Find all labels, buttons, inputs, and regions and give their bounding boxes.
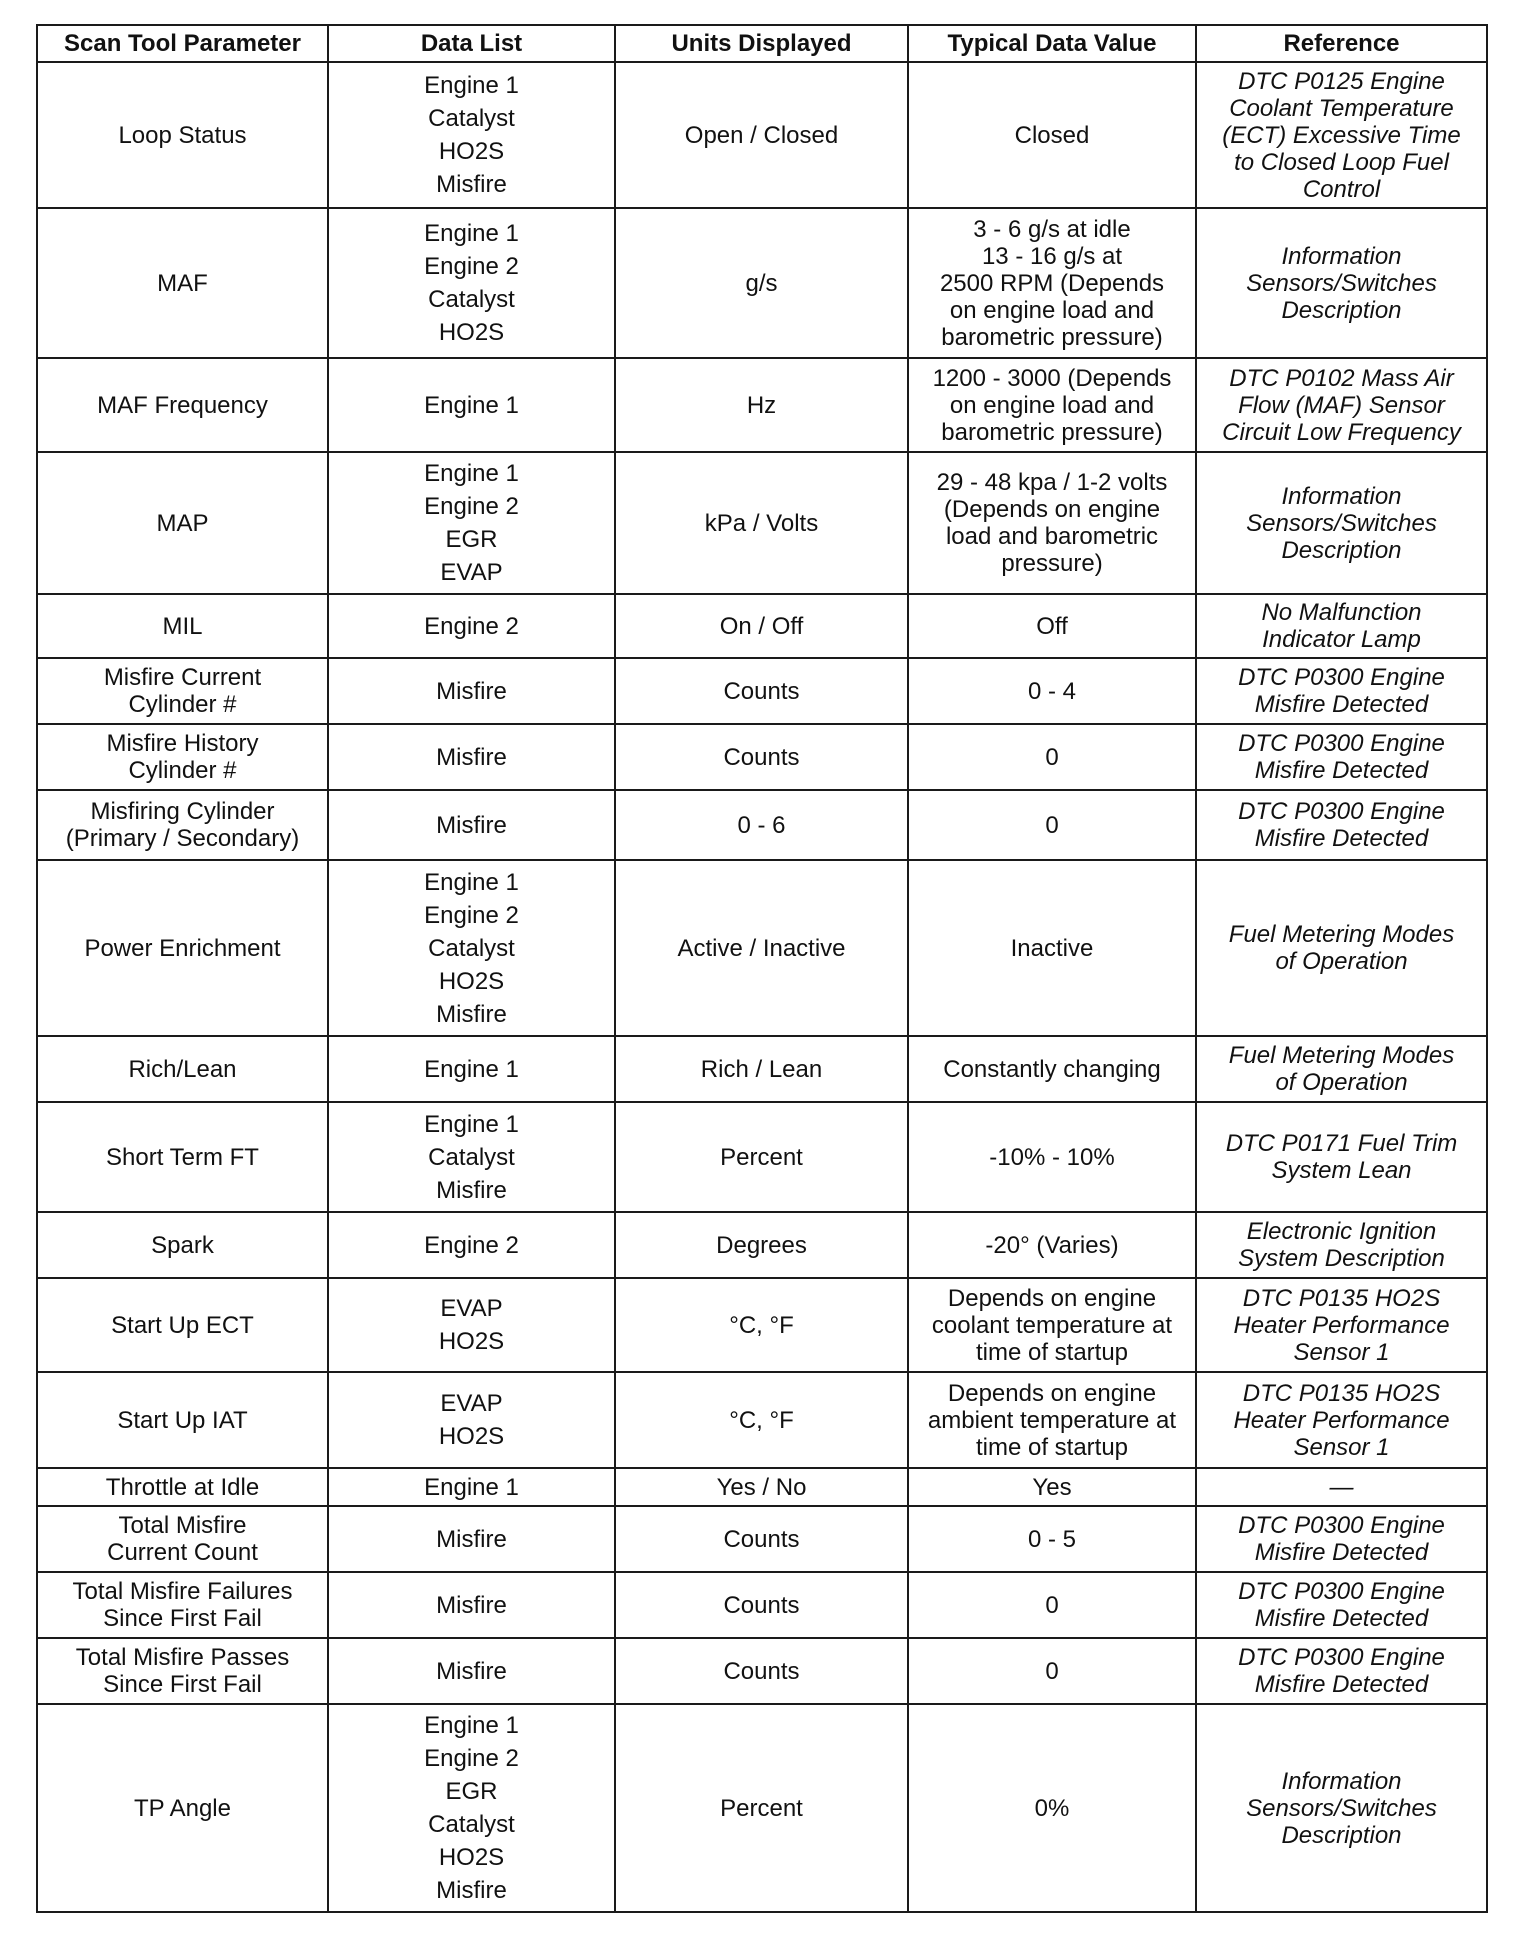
units-cell bbox=[615, 790, 908, 860]
units-cell bbox=[615, 1704, 908, 1912]
units-cell bbox=[615, 1468, 908, 1506]
data-list-cell-line: EVAP bbox=[440, 1390, 503, 1417]
data-list-cell-line: Misfire bbox=[436, 1591, 507, 1619]
typical-value-cell bbox=[908, 1036, 1196, 1102]
data-list-cell-line: EGR bbox=[445, 1778, 498, 1805]
units-cell bbox=[615, 1212, 908, 1278]
table-row bbox=[37, 594, 1487, 658]
typical-value-cell bbox=[908, 1704, 1196, 1912]
reference-cell bbox=[1196, 1468, 1487, 1506]
reference-cell bbox=[1196, 1372, 1487, 1468]
units-cell-line: °C, °F bbox=[729, 1406, 794, 1434]
typical-value-cell-line: barometric pressure) bbox=[941, 323, 1163, 351]
reference-cell-line: Flow (MAF) Sensor bbox=[1238, 391, 1445, 419]
data-list-cell-line: Engine 2 bbox=[424, 253, 519, 280]
typical-value-cell bbox=[908, 1638, 1196, 1704]
units-cell bbox=[615, 1638, 908, 1704]
typical-value-cell-line: Off bbox=[1036, 612, 1068, 640]
table-row bbox=[37, 1102, 1487, 1212]
parameter-cell bbox=[37, 1506, 328, 1572]
reference-cell-line: Fuel Metering Modes bbox=[1228, 921, 1455, 948]
data-list-cell bbox=[328, 1102, 615, 1212]
parameter-cell-line: Short Term FT bbox=[106, 1143, 259, 1171]
parameter-cell-line: Throttle at Idle bbox=[105, 1473, 260, 1501]
data-list-cell-line: Misfire bbox=[436, 677, 507, 705]
typical-value-cell-line: Yes bbox=[1032, 1473, 1072, 1501]
reference-cell-line: Indicator Lamp bbox=[1262, 626, 1421, 653]
data-list-cell bbox=[328, 1572, 615, 1638]
reference-cell-line: — bbox=[1329, 1473, 1354, 1501]
parameter-cell bbox=[37, 724, 328, 790]
table-row bbox=[37, 724, 1487, 790]
data-list-cell-line: HO2S bbox=[438, 1423, 505, 1450]
data-list-cell bbox=[328, 208, 615, 358]
typical-value-cell-line: time of startup bbox=[975, 1338, 1129, 1366]
reference-cell bbox=[1196, 860, 1487, 1036]
reference-cell bbox=[1196, 1278, 1487, 1372]
parameter-cell-line: (Primary / Secondary) bbox=[65, 825, 300, 852]
typical-value-cell bbox=[908, 358, 1196, 452]
units-cell-line: kPa / Volts bbox=[704, 509, 819, 537]
reference-cell-line: Misfire Detected bbox=[1254, 1539, 1429, 1566]
reference-cell-line: to Closed Loop Fuel bbox=[1234, 148, 1449, 176]
parameter-cell bbox=[37, 358, 328, 452]
parameter-cell-line: MIL bbox=[162, 612, 203, 640]
data-list-cell bbox=[328, 1506, 615, 1572]
reference-cell bbox=[1196, 1704, 1487, 1912]
data-list-cell-line: Misfire bbox=[436, 1525, 507, 1553]
units-cell-line: Counts bbox=[723, 1657, 800, 1685]
typical-value-cell-line: 0 - 5 bbox=[1027, 1525, 1077, 1553]
table-row bbox=[37, 1704, 1487, 1912]
data-list-cell bbox=[328, 860, 615, 1036]
parameter-cell bbox=[37, 1704, 328, 1912]
reference-cell-line: DTC P0135 HO2S bbox=[1242, 1284, 1441, 1312]
typical-value-cell bbox=[908, 658, 1196, 724]
units-cell bbox=[615, 1572, 908, 1638]
data-list-cell-line: Catalyst bbox=[428, 286, 515, 313]
data-list-cell-line: Engine 2 bbox=[424, 1231, 519, 1259]
parameter-cell-line: Power Enrichment bbox=[84, 934, 281, 962]
reference-cell-line: DTC P0300 Engine bbox=[1238, 730, 1445, 757]
data-list-cell bbox=[328, 62, 615, 208]
data-list-cell-line: Catalyst bbox=[428, 1143, 515, 1171]
parameter-cell bbox=[37, 62, 328, 208]
data-list-cell bbox=[328, 1278, 615, 1372]
data-list-cell bbox=[328, 1036, 615, 1102]
typical-value-cell bbox=[908, 1506, 1196, 1572]
typical-value-cell bbox=[908, 1572, 1196, 1638]
table-body bbox=[37, 62, 1487, 1912]
units-cell bbox=[615, 1278, 908, 1372]
reference-cell-line: Information bbox=[1281, 242, 1402, 270]
typical-value-cell-line: 0 bbox=[1045, 811, 1059, 839]
reference-cell bbox=[1196, 1638, 1487, 1704]
table-row bbox=[37, 1278, 1487, 1372]
table-row bbox=[37, 1468, 1487, 1506]
data-list-cell-line: Misfire bbox=[436, 171, 507, 198]
parameter-cell-line: Since First Fail bbox=[103, 1671, 262, 1698]
typical-value-cell-line: 29 - 48 kpa / 1-2 volts bbox=[936, 469, 1168, 496]
parameter-cell-line: MAP bbox=[156, 509, 209, 537]
parameter-cell-line: Current Count bbox=[107, 1539, 258, 1566]
reference-cell-line: DTC P0300 Engine bbox=[1238, 1512, 1445, 1539]
table-row bbox=[37, 358, 1487, 452]
typical-value-cell-line: time of startup bbox=[975, 1433, 1129, 1461]
parameter-cell-line: Cylinder # bbox=[128, 757, 237, 784]
typical-value-cell-line: 1200 - 3000 (Depends bbox=[932, 364, 1172, 392]
table-row bbox=[37, 1212, 1487, 1278]
data-list-cell-line: HO2S bbox=[438, 1328, 505, 1355]
reference-cell-line: Control bbox=[1302, 175, 1381, 203]
units-cell bbox=[615, 208, 908, 358]
parameter-cell-line: MAF bbox=[157, 269, 208, 297]
parameter-cell bbox=[37, 1468, 328, 1506]
reference-cell bbox=[1196, 62, 1487, 208]
data-list-cell-line: HO2S bbox=[438, 1844, 505, 1871]
data-list-cell bbox=[328, 1212, 615, 1278]
data-list-cell-line: Engine 1 bbox=[424, 1473, 519, 1501]
typical-value-cell bbox=[908, 452, 1196, 594]
parameter-cell bbox=[37, 658, 328, 724]
table-row bbox=[37, 1036, 1487, 1102]
reference-cell-line: DTC P0171 Fuel Trim bbox=[1225, 1130, 1458, 1157]
reference-cell-line: DTC P0135 HO2S bbox=[1242, 1379, 1441, 1407]
data-list-cell-line: Engine 1 bbox=[424, 868, 519, 896]
header-scan-tool-parameter: Scan Tool Parameter bbox=[37, 25, 328, 62]
units-cell-line: Hz bbox=[746, 391, 777, 419]
header-units-displayed: Units Displayed bbox=[615, 25, 908, 62]
typical-value-cell-line: ambient temperature at bbox=[927, 1406, 1177, 1434]
typical-value-cell bbox=[908, 1278, 1196, 1372]
reference-cell-line: DTC P0300 Engine bbox=[1238, 1578, 1445, 1605]
typical-value-cell bbox=[908, 62, 1196, 208]
table-row bbox=[37, 1372, 1487, 1468]
reference-cell-line: Misfire Detected bbox=[1254, 1671, 1429, 1698]
parameter-cell-line: Misfire History bbox=[106, 730, 259, 757]
parameter-cell bbox=[37, 860, 328, 1036]
data-list-cell-line: Engine 1 bbox=[424, 72, 519, 99]
parameter-cell-line: Loop Status bbox=[118, 121, 247, 149]
units-cell-line: °C, °F bbox=[729, 1311, 794, 1339]
parameter-cell bbox=[37, 452, 328, 594]
typical-value-cell-line: -10% - 10% bbox=[989, 1143, 1115, 1171]
reference-cell bbox=[1196, 1572, 1487, 1638]
data-list-cell bbox=[328, 790, 615, 860]
data-list-cell bbox=[328, 358, 615, 452]
data-list-cell-line: Engine 1 bbox=[424, 220, 519, 247]
data-list-cell-line: Engine 1 bbox=[424, 1712, 519, 1739]
reference-cell bbox=[1196, 1212, 1487, 1278]
units-cell-line: Percent bbox=[720, 1143, 803, 1171]
parameter-cell bbox=[37, 208, 328, 358]
data-list-cell-line: Engine 2 bbox=[424, 1745, 519, 1772]
units-cell bbox=[615, 724, 908, 790]
units-cell-line: Counts bbox=[723, 677, 800, 705]
units-cell bbox=[615, 358, 908, 452]
reference-cell bbox=[1196, 1036, 1487, 1102]
units-cell bbox=[615, 594, 908, 658]
units-cell bbox=[615, 62, 908, 208]
typical-value-cell-line: load and barometric bbox=[945, 523, 1159, 550]
typical-value-cell bbox=[908, 1372, 1196, 1468]
units-cell-line: 0 - 6 bbox=[737, 811, 786, 839]
reference-cell-line: Heater Performance bbox=[1233, 1311, 1450, 1339]
scan-tool-data-table bbox=[36, 24, 1488, 1913]
data-list-cell bbox=[328, 452, 615, 594]
parameter-cell-line: Misfire Current bbox=[103, 664, 262, 691]
typical-value-cell-line: -20° (Varies) bbox=[985, 1231, 1119, 1259]
data-list-cell-line: Engine 2 bbox=[424, 493, 519, 520]
data-list-cell-line: Misfire bbox=[436, 743, 507, 771]
units-cell bbox=[615, 1372, 908, 1468]
typical-value-cell-line: Depends on engine bbox=[947, 1379, 1157, 1407]
units-cell bbox=[615, 1036, 908, 1102]
data-list-cell-line: Engine 2 bbox=[424, 612, 519, 640]
data-list-cell-line: HO2S bbox=[438, 319, 505, 346]
parameter-cell-line: Rich/Lean bbox=[128, 1055, 237, 1083]
reference-cell-line: Misfire Detected bbox=[1254, 825, 1429, 852]
data-list-cell-line: Misfire bbox=[436, 1877, 507, 1904]
typical-value-cell-line: coolant temperature at bbox=[931, 1311, 1173, 1339]
typical-value-cell-line: Inactive bbox=[1010, 934, 1094, 962]
reference-cell-line: System Description bbox=[1238, 1245, 1445, 1272]
typical-value-cell-line: (Depends on engine bbox=[943, 496, 1161, 523]
data-list-cell-line: Misfire bbox=[436, 1000, 507, 1028]
reference-cell-line: Electronic Ignition bbox=[1246, 1218, 1437, 1245]
reference-cell-line: Description bbox=[1281, 536, 1402, 564]
data-list-cell-line: Catalyst bbox=[428, 105, 515, 132]
reference-cell-line: of Operation bbox=[1275, 1069, 1408, 1096]
parameter-cell-line: Start Up IAT bbox=[117, 1406, 248, 1434]
typical-value-cell-line: pressure) bbox=[1001, 550, 1103, 577]
reference-cell bbox=[1196, 452, 1487, 594]
typical-value-cell bbox=[908, 860, 1196, 1036]
data-list-cell-line: Engine 2 bbox=[424, 901, 519, 929]
data-list-cell-line: Engine 1 bbox=[424, 1055, 519, 1083]
table-row bbox=[37, 452, 1487, 594]
reference-cell-line: Sensor 1 bbox=[1293, 1338, 1390, 1366]
reference-cell-line: Sensors/Switches bbox=[1246, 1794, 1437, 1822]
typical-value-cell-line: 0 bbox=[1045, 1657, 1059, 1685]
parameter-cell-line: MAF Frequency bbox=[97, 391, 268, 419]
typical-value-cell-line: 0 - 4 bbox=[1027, 677, 1077, 705]
data-list-cell bbox=[328, 658, 615, 724]
data-list-cell-line: Engine 1 bbox=[424, 391, 519, 419]
units-cell-line: On / Off bbox=[719, 612, 804, 640]
units-cell bbox=[615, 452, 908, 594]
typical-value-cell-line: 2500 RPM (Depends bbox=[939, 269, 1165, 297]
typical-value-cell-line: Depends on engine bbox=[947, 1284, 1157, 1312]
table-row bbox=[37, 62, 1487, 208]
reference-cell-line: DTC P0125 Engine bbox=[1238, 67, 1445, 95]
reference-cell-line: Coolant Temperature bbox=[1229, 94, 1454, 122]
data-list-cell-line: Engine 1 bbox=[424, 460, 519, 487]
reference-cell-line: Information bbox=[1281, 1767, 1402, 1795]
units-cell-line: Counts bbox=[723, 1591, 800, 1619]
typical-value-cell-line: 0 bbox=[1045, 743, 1059, 771]
reference-cell-line: Sensors/Switches bbox=[1246, 509, 1437, 537]
data-list-cell-line: Catalyst bbox=[428, 934, 515, 962]
reference-cell-line: Information bbox=[1281, 482, 1402, 510]
parameter-cell bbox=[37, 594, 328, 658]
parameter-cell-line: Total Misfire bbox=[118, 1512, 247, 1539]
table-row bbox=[37, 1506, 1487, 1572]
parameter-cell-line: Since First Fail bbox=[103, 1605, 262, 1632]
typical-value-cell-line: Closed bbox=[1014, 121, 1090, 149]
parameter-cell bbox=[37, 790, 328, 860]
units-cell-line: Yes / No bbox=[716, 1473, 807, 1501]
reference-cell-line: Fuel Metering Modes bbox=[1228, 1042, 1455, 1069]
reference-cell-line: No Malfunction bbox=[1261, 599, 1422, 626]
header-reference: Reference bbox=[1196, 25, 1487, 62]
data-list-cell bbox=[328, 1704, 615, 1912]
table-row bbox=[37, 790, 1487, 860]
units-cell-line: Counts bbox=[723, 743, 800, 771]
reference-cell-line: Misfire Detected bbox=[1254, 1605, 1429, 1632]
reference-cell-line: DTC P0300 Engine bbox=[1238, 664, 1445, 691]
typical-value-cell-line: on engine load and bbox=[949, 296, 1155, 324]
data-list-cell-line: HO2S bbox=[438, 967, 505, 995]
typical-value-cell-line: on engine load and bbox=[949, 391, 1155, 419]
typical-value-cell-line: 0% bbox=[1034, 1794, 1070, 1822]
data-list-cell bbox=[328, 1468, 615, 1506]
reference-cell-line: Heater Performance bbox=[1233, 1406, 1450, 1434]
data-list-cell bbox=[328, 594, 615, 658]
parameter-cell bbox=[37, 1278, 328, 1372]
reference-cell-line: Misfire Detected bbox=[1254, 757, 1429, 784]
data-list-cell-line: Engine 1 bbox=[424, 1110, 519, 1138]
data-list-cell-line: EGR bbox=[445, 526, 498, 553]
table-row bbox=[37, 1572, 1487, 1638]
reference-cell-line: Description bbox=[1281, 296, 1402, 324]
units-cell-line: Counts bbox=[723, 1525, 800, 1553]
typical-value-cell-line: 0 bbox=[1045, 1591, 1059, 1619]
reference-cell bbox=[1196, 358, 1487, 452]
units-cell-line: Degrees bbox=[716, 1231, 807, 1259]
units-cell-line: Rich / Lean bbox=[700, 1055, 823, 1083]
units-cell-line: Percent bbox=[720, 1794, 803, 1822]
typical-value-cell-line: 3 - 6 g/s at idle bbox=[973, 215, 1131, 243]
parameter-cell bbox=[37, 1102, 328, 1212]
parameter-cell bbox=[37, 1638, 328, 1704]
reference-cell-line: DTC P0300 Engine bbox=[1238, 798, 1445, 825]
parameter-cell-line: Misfiring Cylinder bbox=[90, 798, 275, 825]
units-cell bbox=[615, 1102, 908, 1212]
parameter-cell-line: Total Misfire Passes bbox=[75, 1644, 290, 1671]
units-cell-line: g/s bbox=[745, 269, 778, 297]
reference-cell bbox=[1196, 208, 1487, 358]
data-list-cell bbox=[328, 1372, 615, 1468]
parameter-cell bbox=[37, 1572, 328, 1638]
data-list-cell-line: Catalyst bbox=[428, 1811, 515, 1838]
reference-cell bbox=[1196, 1102, 1487, 1212]
typical-value-cell bbox=[908, 1468, 1196, 1506]
reference-cell-line: DTC P0102 Mass Air bbox=[1229, 364, 1454, 392]
reference-cell-line: (ECT) Excessive Time bbox=[1222, 121, 1461, 149]
data-list-cell bbox=[328, 1638, 615, 1704]
units-cell bbox=[615, 860, 908, 1036]
typical-value-cell bbox=[908, 208, 1196, 358]
header-data-list: Data List bbox=[328, 25, 615, 62]
reference-cell-line: DTC P0300 Engine bbox=[1238, 1644, 1445, 1671]
parameter-cell-line: TP Angle bbox=[134, 1794, 231, 1822]
data-list-cell-line: EVAP bbox=[440, 559, 503, 586]
table-row bbox=[37, 860, 1487, 1036]
typical-value-cell-line: Constantly changing bbox=[943, 1055, 1161, 1083]
table-row bbox=[37, 658, 1487, 724]
reference-cell-line: Circuit Low Frequency bbox=[1222, 418, 1461, 446]
reference-cell bbox=[1196, 1506, 1487, 1572]
units-cell-line: Open / Closed bbox=[684, 121, 839, 149]
reference-cell bbox=[1196, 594, 1487, 658]
reference-cell-line: Sensor 1 bbox=[1293, 1433, 1390, 1461]
parameter-cell bbox=[37, 1036, 328, 1102]
parameter-cell-line: Spark bbox=[151, 1231, 214, 1259]
typical-value-cell bbox=[908, 1102, 1196, 1212]
reference-cell-line: Sensors/Switches bbox=[1246, 269, 1437, 297]
typical-value-cell-line: 13 - 16 g/s at bbox=[981, 242, 1123, 270]
units-cell-line: Active / Inactive bbox=[677, 934, 846, 962]
data-list-cell-line: Misfire bbox=[436, 1657, 507, 1685]
reference-cell bbox=[1196, 724, 1487, 790]
header-typical-data-value: Typical Data Value bbox=[908, 25, 1196, 62]
reference-cell bbox=[1196, 658, 1487, 724]
data-list-cell-line: HO2S bbox=[438, 138, 505, 165]
data-list-cell-line: Misfire bbox=[436, 1176, 507, 1204]
table-row bbox=[37, 1638, 1487, 1704]
parameter-cell bbox=[37, 1212, 328, 1278]
parameter-cell bbox=[37, 1372, 328, 1468]
table-row bbox=[37, 208, 1487, 358]
reference-cell-line: Misfire Detected bbox=[1254, 691, 1429, 718]
data-list-cell-line: Misfire bbox=[436, 811, 507, 839]
header-row bbox=[37, 25, 1487, 62]
reference-cell-line: of Operation bbox=[1275, 948, 1408, 975]
data-list-cell-line: EVAP bbox=[440, 1295, 503, 1322]
typical-value-cell bbox=[908, 790, 1196, 860]
parameter-cell-line: Total Misfire Failures bbox=[72, 1578, 293, 1605]
reference-cell-line: System Lean bbox=[1271, 1157, 1412, 1184]
parameter-cell-line: Start Up ECT bbox=[111, 1311, 254, 1339]
units-cell bbox=[615, 1506, 908, 1572]
reference-cell-line: Description bbox=[1281, 1821, 1402, 1849]
reference-cell bbox=[1196, 790, 1487, 860]
typical-value-cell bbox=[908, 724, 1196, 790]
typical-value-cell-line: barometric pressure) bbox=[941, 418, 1163, 446]
units-cell bbox=[615, 658, 908, 724]
typical-value-cell bbox=[908, 594, 1196, 658]
typical-value-cell bbox=[908, 1212, 1196, 1278]
parameter-cell-line: Cylinder # bbox=[128, 691, 237, 718]
data-list-cell bbox=[328, 724, 615, 790]
